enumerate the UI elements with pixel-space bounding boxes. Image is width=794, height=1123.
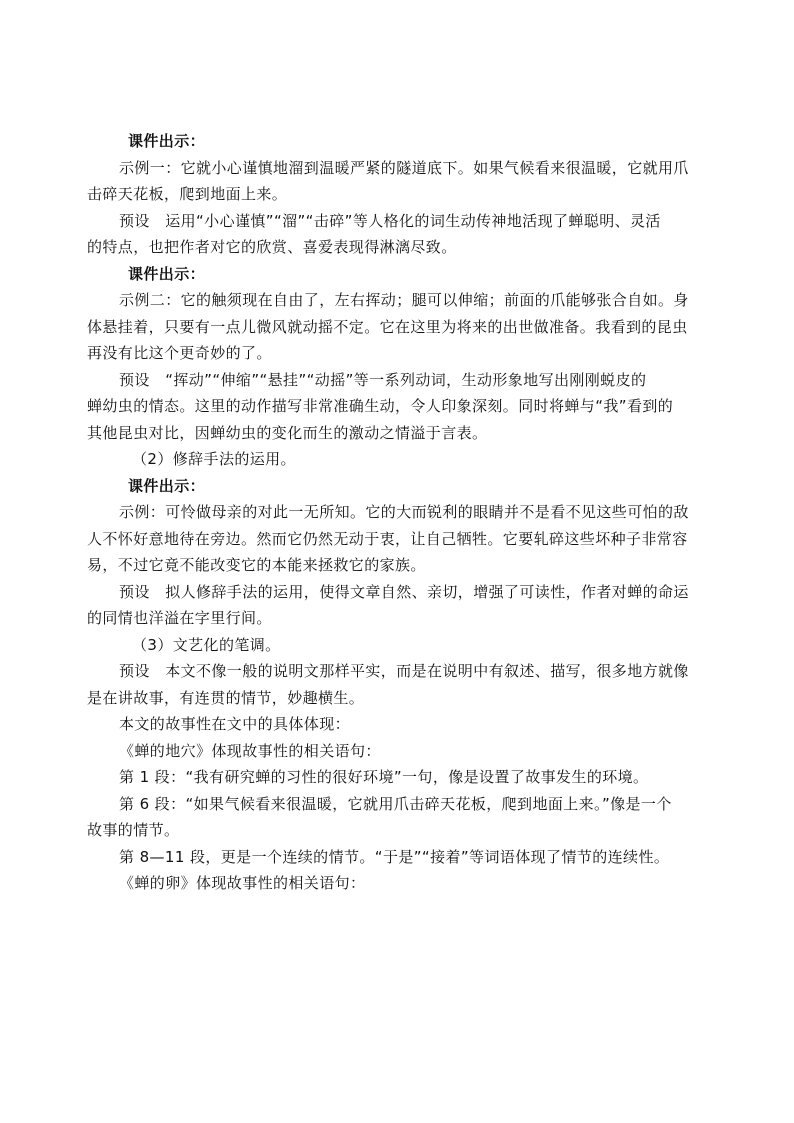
courseware-heading: 课件出示： — [128, 264, 206, 283]
paragraph-line: 示例二：它的触须现在自由了，左右挥动；腿可以伸缩；前面的爪能够张合自如。身 — [119, 291, 689, 309]
paragraph-line: 蝉幼虫的情态。这里的动作描写非常准确生动，令人印象深刻。同时将蝉与“我”看到的 — [87, 397, 674, 415]
courseware-heading: 课件出示： — [128, 132, 206, 150]
paragraph-line: 第 1 段：“我有研究蝉的习性的很好环境”一句，像是设置了故事发生的环境。 — [119, 768, 649, 786]
courseware-heading: 课件出示： — [128, 476, 206, 495]
paragraph-line: 易，不过它竟不能改变它的本能来拯救它的家族。 — [87, 556, 426, 574]
document-body — [87, 128, 719, 897]
section-subheading: （2）修辞手法的运用。 — [132, 450, 296, 468]
paragraph-line: 第 8—11 段，更是一个连续的情节。“于是”“接着”等词语体现了情节的连续性。 — [119, 847, 670, 866]
paragraph-line: 其他昆虫对比，因蝉幼虫的变化而生的激动之情溢于言表。 — [87, 423, 488, 442]
paragraph-line: 再没有比这个更奇妙的了。 — [87, 344, 272, 362]
paragraph-line: 示例一：它就小心谨慎地溜到温暖严紧的隧道底下。如果气候看来很温暖，它就用爪 — [119, 158, 689, 177]
paragraph-line: 预设 “挥动”“伸缩”“悬挂”“动摇”等一系列动词，生动形象地写出刚刚蜕皮的 — [119, 370, 647, 389]
paragraph-line: 第 6 段：“如果气候看来很温暖，它就用爪击碎天花板，爬到地面上来。”像是一个 — [119, 794, 672, 813]
paragraph-line: 预设 拟人修辞手法的运用，使得文章自然、亲切，增强了可读性，作者对蝉的命运 — [119, 582, 689, 601]
paragraph-line: 《蝉的地穴》体现故事性的相关语句： — [119, 741, 381, 760]
paragraph-line: 《蝉的卵》体现故事性的相关语句： — [119, 874, 366, 892]
paragraph-line: 示例：可怜做母亲的对此一无所知。它的大而锐利的眼睛并不是看不见这些可怕的敌 — [119, 503, 689, 521]
paragraph-line: 的特点，也把作者对它的欣赏、喜爱表现得淋漓尽致。 — [87, 238, 457, 256]
paragraph-line: 击碎天花板，爬到地面上来。 — [87, 185, 288, 203]
section-subheading: （3）文艺化的笔调。 — [132, 635, 281, 654]
paragraph-line: 预设 本文不像一般的说明文那样平实，而是在说明中有叙述、描写，很多地方就像 — [119, 662, 689, 680]
paragraph-line: 本文的故事性在文中的具体体现： — [119, 715, 351, 733]
paragraph-line: 体悬挂着，只要有一点儿微风就动摇不定。它在这里为将来的出世做准备。我看到的昆虫 — [87, 317, 688, 336]
paragraph-line: 预设 运用“小心谨慎”“溜”“击碎”等人格化的词生动传神地活现了蝉聪明、灵活 — [119, 211, 661, 230]
paragraph-line: 的同情也洋溢在字里行间。 — [87, 609, 272, 627]
paragraph-line: 是在讲故事，有连贯的情节，妙趣横生。 — [87, 688, 365, 707]
paragraph-line: 故事的情节。 — [87, 821, 180, 839]
paragraph-line: 人不怀好意地待在旁边。然而它仍然无动于衷，让自己牺牲。它要轧碎这些坏种子非常容 — [87, 529, 688, 548]
